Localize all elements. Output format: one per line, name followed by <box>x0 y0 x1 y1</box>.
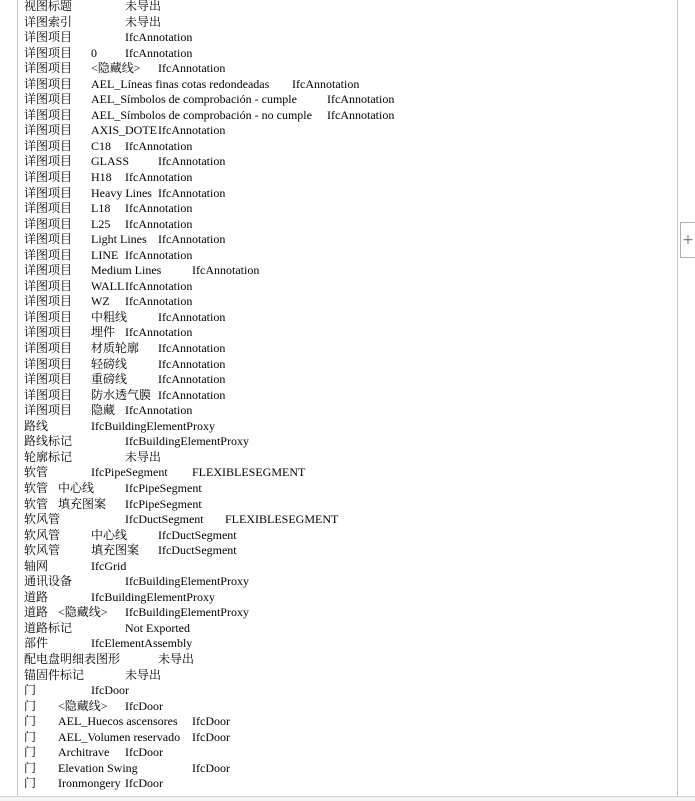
subcategory-cell: 中心线 <box>91 527 128 542</box>
ifc-class-cell: IfcAnnotation <box>327 92 395 107</box>
category-cell: 路线标记 <box>24 434 73 449</box>
ifc-class-cell: IfcDuctSegment <box>158 543 237 558</box>
category-cell: 路线 <box>24 418 49 433</box>
ifc-class-cell: IfcAnnotation <box>125 247 193 262</box>
ifc-class-cell: IfcAnnotation <box>158 232 226 247</box>
ifc-class-cell: IfcAnnotation <box>125 216 193 231</box>
right-gutter <box>678 0 695 800</box>
ifc-class-cell: IfcDoor <box>125 776 163 791</box>
ifc-class-cell: IfcAnnotation <box>158 309 226 324</box>
category-cell: 详图项目 <box>24 92 73 107</box>
subcategory-cell: <隐藏线> <box>58 605 108 620</box>
category-cell: 详图项目 <box>24 325 73 340</box>
subcategory-cell: 中心线 <box>58 480 95 495</box>
category-cell: 详图项目 <box>24 76 73 91</box>
ifc-class-cell: IfcAnnotation <box>158 387 226 402</box>
subcategory-cell: 埋件 <box>91 325 116 340</box>
subcategory-cell: WZ <box>91 294 110 309</box>
category-cell: 门 <box>24 714 37 729</box>
subcategory-cell: WALL <box>91 278 125 293</box>
ifc-class-cell: IfcAnnotation <box>158 341 226 356</box>
subcategory-cell: AEL_Volumen reservado <box>58 729 181 744</box>
category-cell: 软管 <box>24 496 49 511</box>
subcategory-cell: Ironmongery <box>58 776 121 791</box>
ifc-class-cell: IfcDoor <box>125 698 163 713</box>
ifc-class-cell: 未导出 <box>125 449 162 464</box>
category-cell: 详图项目 <box>24 341 73 356</box>
subcategory-cell: H18 <box>91 170 112 185</box>
ifc-class-cell: IfcBuildingElementProxy <box>91 418 215 433</box>
ifc-class-cell: IfcDoor <box>125 745 163 760</box>
category-cell: 门 <box>24 776 37 791</box>
category-cell: 详图项目 <box>24 356 73 371</box>
ifc-class-cell: IfcDuctSegment <box>125 512 204 527</box>
ifc-class-cell: IfcAnnotation <box>158 372 226 387</box>
category-cell: 详图项目 <box>24 170 73 185</box>
ifc-class-cell: IfcAnnotation <box>125 278 193 293</box>
ifc-class-cell: IfcPipeSegment <box>125 496 202 511</box>
ifc-class-cell: IfcGrid <box>91 558 127 573</box>
subcategory-cell: LINE <box>91 247 119 262</box>
category-cell: 详图项目 <box>24 216 73 231</box>
category-cell: 详图项目 <box>24 61 73 76</box>
category-cell: 视图标题 <box>24 0 73 13</box>
category-cell: 门 <box>24 683 37 698</box>
category-cell: 详图项目 <box>24 107 73 122</box>
ifc-class-cell: 未导出 <box>125 14 162 29</box>
ifc-class-cell: IfcDoor <box>192 714 230 729</box>
type-cell: FLEXIBLESEGMENT <box>192 465 306 480</box>
ifc-class-cell: IfcAnnotation <box>125 403 193 418</box>
category-cell: 详图项目 <box>24 201 73 216</box>
category-cell: 详图项目 <box>24 185 73 200</box>
category-cell: 详图项目 <box>24 294 73 309</box>
subcategory-cell: AXIS_DOTE <box>91 123 157 138</box>
category-cell: 详图项目 <box>24 232 73 247</box>
category-cell: 锚固件标记 <box>24 667 85 682</box>
ifc-class-cell: IfcBuildingElementProxy <box>91 589 215 604</box>
ifc-class-cell: IfcAnnotation <box>158 356 226 371</box>
subcategory-cell: AEL_Huecos ascensores <box>58 714 178 729</box>
ifc-class-cell: IfcElementAssembly <box>91 636 193 651</box>
ifc-class-cell: IfcBuildingElementProxy <box>125 434 249 449</box>
category-cell: 道路标记 <box>24 620 73 635</box>
subcategory-cell: Elevation Swing <box>58 760 138 775</box>
category-cell: 详图项目 <box>24 30 73 45</box>
category-cell: 详图项目 <box>24 403 73 418</box>
subcategory-cell: 隐藏 <box>91 403 116 418</box>
subcategory-cell: Architrave <box>58 745 110 760</box>
ifc-class-cell: 未导出 <box>125 0 162 13</box>
subcategory-cell: 0 <box>91 45 97 60</box>
subcategory-cell: 轻磅线 <box>91 356 128 371</box>
ifc-class-cell: IfcAnnotation <box>327 107 395 122</box>
ifc-class-cell: IfcBuildingElementProxy <box>125 605 249 620</box>
ifc-class-cell: IfcAnnotation <box>158 123 226 138</box>
ifc-class-cell: IfcAnnotation <box>125 201 193 216</box>
ifc-class-cell: IfcPipeSegment <box>91 465 168 480</box>
subcategory-cell: 重磅线 <box>91 372 128 387</box>
category-cell: 详图项目 <box>24 309 73 324</box>
ifc-class-cell: IfcAnnotation <box>125 138 193 153</box>
ifc-class-cell: IfcAnnotation <box>158 154 226 169</box>
category-cell: 通讯设备 <box>24 574 73 589</box>
subcategory-cell: AEL_Líneas finas cotas redondeadas <box>91 76 270 91</box>
category-cell: 门 <box>24 698 37 713</box>
ifc-class-cell: IfcDuctSegment <box>158 527 237 542</box>
ifc-class-cell: IfcAnnotation <box>125 294 193 309</box>
category-cell: 配电盘明细表图形 <box>24 651 121 666</box>
category-cell: 部件 <box>24 636 49 651</box>
category-cell: 详图项目 <box>24 372 73 387</box>
category-cell: 详图项目 <box>24 278 73 293</box>
type-cell: FLEXIBLESEGMENT <box>225 512 339 527</box>
subcategory-cell: AEL_Símbolos de comprobación - no cumple <box>91 107 312 122</box>
subcategory-cell: L25 <box>91 216 111 231</box>
ifc-class-cell: IfcAnnotation <box>125 325 193 340</box>
ifc-class-cell: IfcAnnotation <box>192 263 260 278</box>
ifc-class-cell: 未导出 <box>158 651 195 666</box>
subcategory-cell: Light Lines <box>91 232 147 247</box>
subcategory-cell: AEL_Símbolos de comprobación - cumple <box>91 92 297 107</box>
category-cell: 门 <box>24 760 37 775</box>
subcategory-cell: 填充图案 <box>58 496 107 511</box>
category-cell: 详图项目 <box>24 45 73 60</box>
category-cell: 软风管 <box>24 527 61 542</box>
category-cell: 软管 <box>24 480 49 495</box>
ifc-class-cell: IfcAnnotation <box>158 185 226 200</box>
left-margin <box>0 0 18 800</box>
subcategory-cell: <隐藏线> <box>58 698 108 713</box>
category-cell: 软风管 <box>24 512 61 527</box>
ifc-class-cell: IfcDoor <box>192 729 230 744</box>
subcategory-cell: 材质轮廓 <box>91 341 140 356</box>
category-cell: 详图索引 <box>24 14 73 29</box>
ifc-class-cell: IfcAnnotation <box>125 30 193 45</box>
ifc-class-cell: IfcAnnotation <box>125 45 193 60</box>
ifc-class-cell: IfcAnnotation <box>158 61 226 76</box>
subcategory-cell: <隐藏线> <box>91 61 141 76</box>
bottom-edge <box>0 796 695 801</box>
category-cell: 详图项目 <box>24 123 73 138</box>
subcategory-cell: GLASS <box>91 154 130 169</box>
ifc-class-cell: IfcDoor <box>91 683 129 698</box>
ifc-class-cell: 未导出 <box>125 667 162 682</box>
category-cell: 轮廓标记 <box>24 449 73 464</box>
ifc-class-cell: IfcDoor <box>192 760 230 775</box>
category-cell: 门 <box>24 745 37 760</box>
category-cell: 详图项目 <box>24 247 73 262</box>
ifc-class-cell: IfcPipeSegment <box>125 480 202 495</box>
subcategory-cell: L18 <box>91 201 111 216</box>
category-cell: 详图项目 <box>24 154 73 169</box>
add-icon[interactable]: + <box>680 222 695 258</box>
category-cell: 软风管 <box>24 543 61 558</box>
ifc-class-cell: IfcBuildingElementProxy <box>125 574 249 589</box>
ifc-class-cell: Not Exported <box>125 620 190 635</box>
subcategory-cell: C18 <box>91 138 112 153</box>
category-cell: 道路 <box>24 605 49 620</box>
ifc-class-cell: IfcAnnotation <box>292 76 360 91</box>
subcategory-cell: Medium Lines <box>91 263 162 278</box>
subcategory-cell: 防水透气膜 <box>91 387 152 402</box>
subcategory-cell: Heavy Lines <box>91 185 152 200</box>
category-cell: 详图项目 <box>24 138 73 153</box>
category-cell: 软管 <box>24 465 49 480</box>
category-cell: 轴网 <box>24 558 49 573</box>
category-cell: 详图项目 <box>24 387 73 402</box>
subcategory-cell: 填充图案 <box>91 543 140 558</box>
category-cell: 门 <box>24 729 37 744</box>
ifc-class-cell: IfcAnnotation <box>125 170 193 185</box>
category-cell: 详图项目 <box>24 263 73 278</box>
document-page <box>17 0 678 800</box>
category-cell: 道路 <box>24 589 49 604</box>
subcategory-cell: 中粗线 <box>91 309 128 324</box>
